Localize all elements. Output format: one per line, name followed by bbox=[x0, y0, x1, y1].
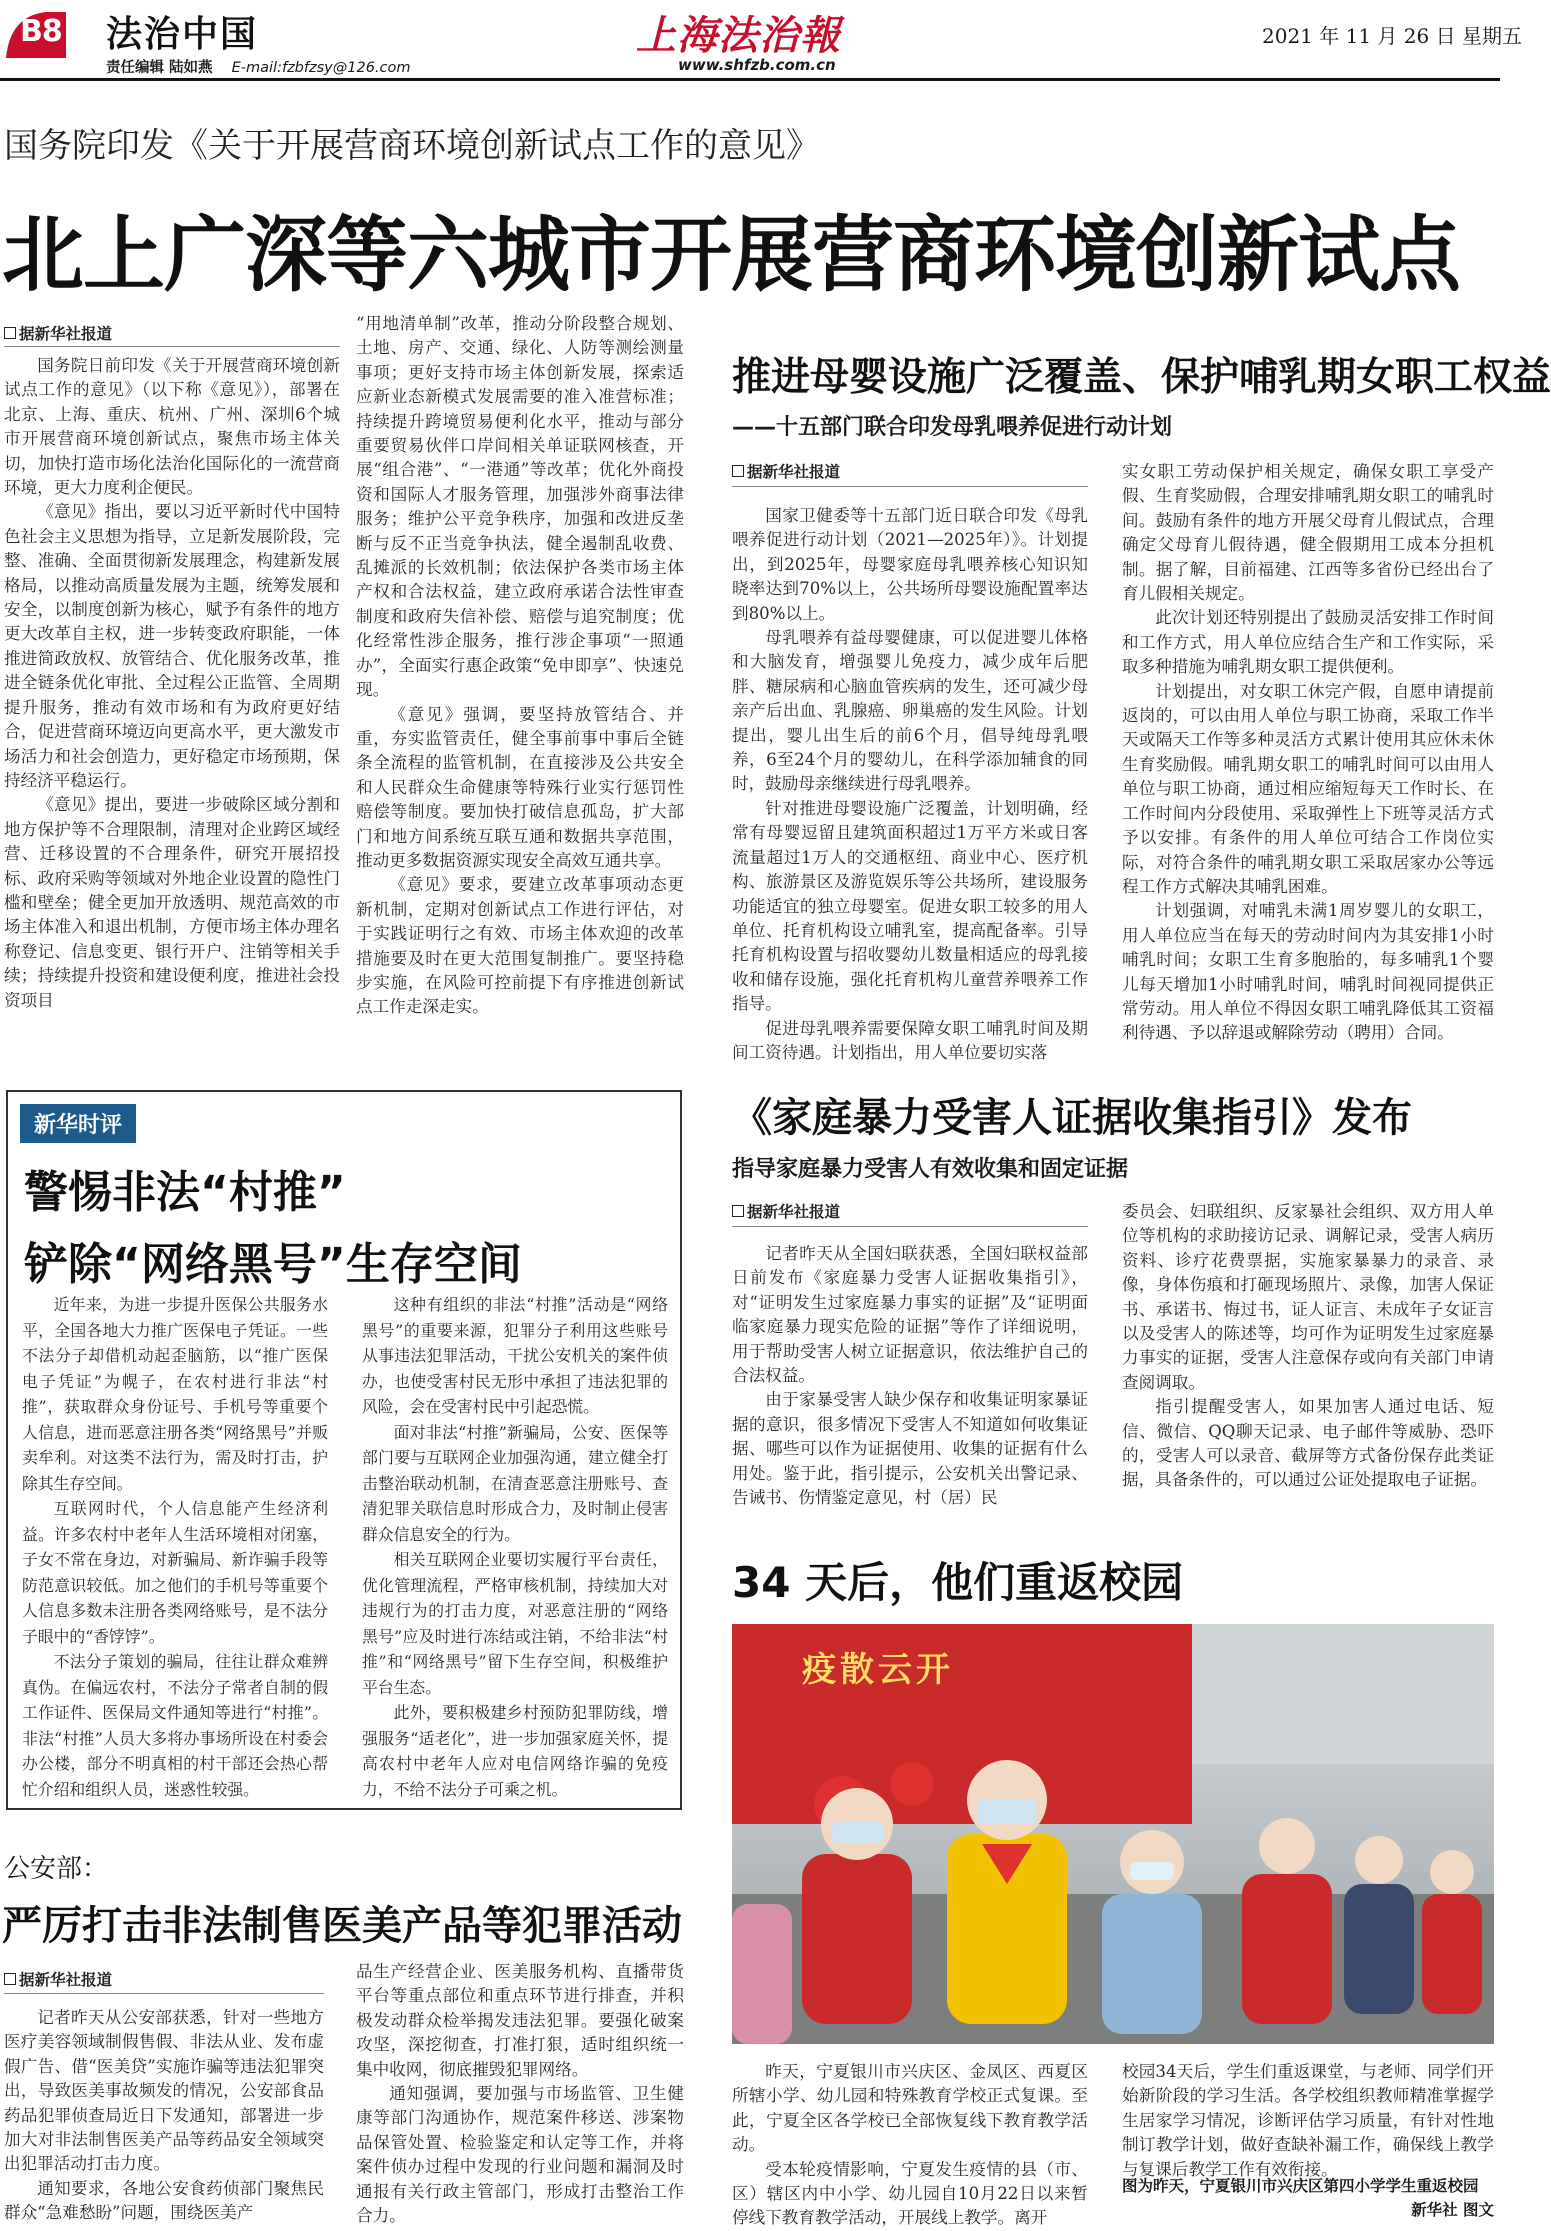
police-col2 bbox=[356, 1960, 684, 2226]
commentary-headline1: 警惕非法“村推” bbox=[24, 1167, 346, 1218]
paragraph: 不法分子策划的骗局，往往让群众难辨真伪。在偏远农村，不法分子常者自制的假工作证件、医保局文件通知等进行“村推”。非法“村推”人员大多将办事场所设在村委会办公楼，部分不明真相的村干部还会热心帮忙介绍和组织人员，迷惑性较强。 bbox=[22, 1652, 328, 1799]
school-headline: 34 天后，他们重返校园 bbox=[732, 1558, 1184, 1607]
photo-credit: 新华社 图文 bbox=[1411, 2201, 1494, 2219]
police-reporter bbox=[4, 1968, 112, 1990]
school-col1 bbox=[732, 2060, 1088, 2226]
reporter-box-icon bbox=[4, 327, 16, 339]
issue-date: 2021 年 11 月 26 日 星期五 bbox=[1262, 24, 1522, 48]
breast-reporter bbox=[732, 460, 840, 482]
paragraph: 《意见》要求，要建立改革事项动态更新机制，定期对创新试点工作进行评估，对于实践证明行之有效、市场主体欢迎的改革措施要及时在更大范围复制推广。要坚持稳步实施，在风险可控前提下有序推进创新试点工作走深走实。 bbox=[356, 875, 684, 1017]
breast-reporter-text: 据新华社报道 bbox=[747, 463, 841, 481]
domestic-reporter-rule bbox=[732, 1226, 1088, 1227]
breast-subhead: ——十五部门联合印发母乳喂养促进行动计划 bbox=[732, 415, 1173, 440]
police-kicker: 公安部： bbox=[4, 1854, 109, 1884]
paragraph: 指引提醒受害人，如果加害人通过电话、短信、微信、QQ聊天记录、电子邮件等威胁、恐吓的，受害人可以录音、截屏等方式备份保存此类证据，具备条件的，可以通过公证处提取电子证据。 bbox=[1122, 1397, 1494, 1490]
lead-headline: 北上广深等六城市开展营商环境创新试点 bbox=[2, 208, 1461, 303]
lead-reporter bbox=[4, 322, 112, 344]
breast-col1 bbox=[732, 504, 1088, 1062]
breast-col2 bbox=[1122, 460, 1494, 1048]
section-title: 法治中国 bbox=[106, 14, 259, 55]
commentary-headline2: 铲除“网络黑号”生存空间 bbox=[24, 1239, 522, 1290]
paragraph: 相关互联网企业要切实履行平台责任，优化管理流程，严格审核机制，持续加大对违规行为的打击力度，对恶意注册的“网络黑号”应及时进行冻结或注销，不给非法“村推”和“网络黑号”留下生存空间，积极维护平台生态。 bbox=[362, 1550, 668, 1697]
domestic-headline: 《家庭暴力受害人证据收集指引》发布 bbox=[732, 1095, 1412, 1141]
paragraph: 国务院日前印发《关于开展营商环境创新试点工作的意见》（以下称《意见》），部署在北京、上海、重庆、杭州、广州、深圳6个城市开展营商环境创新试点，聚焦市场主体关切，加快打造市场化法治化国际化的一流营商环境，更大力度利企便民。 bbox=[4, 356, 340, 498]
paragraph: 记者昨天从公安部获悉，针对一些地方医疗美容领域制假售假、非法从业、发布虚假广告、借“医美贷”实施诈骗等违法犯罪突出，导致医美事故频发的情况，公安部食品药品犯罪侦查局近日下发通知，部署进一步加大对非法制售医美产品等药品安全领域突出犯罪活动打击力度。 bbox=[4, 2008, 324, 2174]
paragraph: 计划强调，对哺乳未满1周岁婴儿的女职工，用人单位应当在每天的劳动时间内为其安排1小时哺乳时间；女职工生育多胞胎的，每多哺乳1个婴儿每天增加1小时哺乳时间，哺乳时间视同提供正常劳动。用人单位不得因女职工哺乳降低其工资福利待遇、予以辞退或解除劳动（聘用）合同。 bbox=[1122, 901, 1494, 1043]
paragraph: 受本轮疫情影响，宁夏发生疫情的县（市、区）辖区内中小学、幼儿园自10月22日以来暂停线下教育教学活动，开展线上教学。离开 bbox=[732, 2159, 1088, 2228]
paragraph: 记者昨天从全国妇联获悉，全国妇联权益部日前发布《家庭暴力受害人证据收集指引》，对“证明发生过家庭暴力事实的证据”及“证明面临家庭暴力现实危险的证据”等作了详细说明，用于帮助受害人树立证据意识，依法维护自己的合法权益。 bbox=[732, 1244, 1088, 1386]
red-banner bbox=[732, 1624, 1192, 1824]
lead-reporter-text: 据新华社报道 bbox=[19, 325, 113, 343]
domestic-reporter-text: 据新华社报道 bbox=[747, 1203, 841, 1221]
paragraph: 校园34天后，学生们重返课堂，与老师、同学们开始新阶段的学习生活。各学校组织教师精准掌握学生居家学习情况，诊断评估学习质量，有针对性地制订教学计划，做好查缺补漏工作，确保线上教学与复课后教学工作有效衔接。 bbox=[1122, 2062, 1494, 2179]
commentary-col2 bbox=[362, 1292, 668, 1799]
paragraph: 实女职工劳动保护相关规定，确保女职工享受产假、生育奖励假，合理安排哺乳期女职工的哺乳时间。鼓励有条件的地方开展父母育儿假试点，合理确定父母育儿假待遇，健全假期用工成本分担机制。据了解，目前福建、江西等多省份已经出台了育儿假相关规定。 bbox=[1122, 462, 1494, 604]
domestic-col1 bbox=[732, 1242, 1088, 1527]
commentary-col1 bbox=[22, 1292, 328, 1799]
paragraph: 委员会、妇联组织、反家暴社会组织、双方用人单位等机构的求助接访记录、调解记录，受害人病历资料、诊疗花费票据，实施家暴暴力的录音、录像，身体伤痕和打砸现场照片、录像，加害人保证书、承诺书、悔过书，证人证言、未成年子女证言以及受害人的陈述等，均可作为证明发生过家庭暴力事实的证据，受害人注意保存或向有关部门申请查阅调取。 bbox=[1122, 1202, 1494, 1392]
photo-caption bbox=[1122, 2174, 1494, 2222]
page-header bbox=[0, 0, 1522, 80]
paragraph: 通知强调，要加强与市场监管、卫生健康等部门沟通协作，规范案件移送、涉案物品保管处置、检验鉴定和认定等工作，并将案件侦办过程中发现的行业问题和漏洞及时通报有关行政主管部门，形成打击整治工作合力。 bbox=[356, 2084, 684, 2226]
lead-kicker: 国务院印发《关于开展营商环境创新试点工作的意见》 bbox=[4, 126, 820, 166]
reporter-box-icon bbox=[732, 1205, 744, 1217]
breast-headline: 推进母婴设施广泛覆盖、保护哺乳期女职工权益 bbox=[732, 355, 1551, 400]
domestic-reporter bbox=[732, 1200, 840, 1222]
lead-reporter-rule bbox=[4, 346, 340, 347]
paragraph: 《意见》指出，要以习近平新时代中国特色社会主义思想为指导，立足新发展阶段，完整、准确、全面贯彻新发展理念，构建新发展格局，以推动高质量发展为主题，统筹发展和安全，以制度创新为核心，赋予有条件的地方更大改革自主权，进一步转变政府职能，一体推进简政放权、放管结合、优化服务改革，推进全链条优化审批、全过程公正监管、全周期提升服务，推动有效市场和有为政府更好结合，促进营商环境迈向更高水平，更大激发市场活力和社会创造力，更好稳定市场预期，保持经济平稳运行。 bbox=[4, 502, 340, 790]
caption-text: 图为昨天，宁夏银川市兴庆区第四小学学生重返校园 bbox=[1122, 2177, 1479, 2195]
police-col1 bbox=[4, 2006, 324, 2226]
paragraph: 昨天，宁夏银川市兴庆区、金凤区、西夏区所辖小学、幼儿园和特殊教育学校正式复课。至此，宁夏全区各学校已全部恢复线下教育教学活动。 bbox=[732, 2062, 1088, 2155]
paragraph: 此次计划还特别提出了鼓励灵活安排工作时间和工作方式，用人单位应结合生产和工作实际，采取多种措施为哺乳期女职工提供便利。 bbox=[1122, 608, 1494, 677]
paragraph: 品生产经营企业、医美服务机构、直播带货平台等重点部位和重点环节进行排查，并积极发动群众检举揭发违法犯罪。要强化破案攻坚，深挖彻查，打准打狠，适时组织统一集中收网，彻底摧毁犯罪网络。 bbox=[356, 1962, 684, 2079]
paragraph: 国家卫健委等十五部门近日联合印发《母乳喂养促进行动计划（2021—2025年）》。计划提出，到2025年，母婴家庭母乳喂养核心知识知晓率达到70%以上，公共场所母婴设施配置率达到80%以上。 bbox=[732, 506, 1088, 623]
commentary-box bbox=[6, 1090, 682, 1810]
website: www.shfzb.com.cn bbox=[678, 56, 836, 74]
domestic-subhead: 指导家庭暴力受害人有效收集和固定证据 bbox=[732, 1157, 1129, 1182]
police-reporter-text: 据新华社报道 bbox=[19, 1971, 113, 1989]
domestic-col2 bbox=[1122, 1200, 1494, 1527]
photo-banner-text: 疫散云开 bbox=[802, 1650, 954, 1690]
paragraph: 近年来，为进一步提升医保公共服务水平，全国各地大力推广医保电子凭证。一些不法分子却借机动起歪脑筋，以“推广医保电子凭证”为幌子，在农村进行非法“村推”，获取群众身份证号、手机号等重要个人信息，进而恶意注册各类“网络黑号”并贩卖牟利。对这类不法行为，需及时打击，护除其生存空间。 bbox=[22, 1295, 328, 1493]
paragraph: 《意见》提出，要进一步破除区域分割和地方保护等不合理限制，清理对企业跨区域经营、迁移设置的不合理条件，研究开展招投标、政府采购等领域对外地企业设置的隐性门槛和壁垒；健全更加开放透明、规范高效的市场主体准入和退出机制，方便市场主体办理名称登记、信息变更、银行开户、注销等相关手续；持续提升投资和建设便利度，推进社会投资项目 bbox=[4, 795, 340, 1010]
police-reporter-rule bbox=[4, 1993, 324, 1994]
paragraph: 母乳喂养有益母婴健康，可以促进婴儿体格和大脑发育，增强婴儿免疫力，减少成年后肥胖、糖尿病和心脑血管疾病的发生，还可减少母亲产后出血、乳腺癌、卵巢癌的发生风险。计划提出，婴儿出生后的前6个月，倡导纯母乳喂养，6至24个月的婴幼儿，在科学添加辅食的同时，鼓励母亲继续进行母乳喂养。 bbox=[732, 628, 1088, 794]
header-rule bbox=[0, 78, 1500, 81]
lead-col1 bbox=[4, 354, 340, 1079]
breast-reporter-rule bbox=[732, 486, 1088, 487]
paragraph: “用地清单制”改革，推动分阶段整合规划、土地、房产、交通、绿化、人防等测绘测量事项；更好支持市场主体创新发展，探索适应新业态新模式发展需要的准入准营标准；持续提升跨境贸易便利化水平，推动与部分重要贸易伙伴口岸间相关单证联网核查，开展“组合港”、“一港通”等改革；优化外商投资和国际人才服务管理，加强涉外商事法律服务；维护公平竞争秩序，加强和改进反垄断与反不正当竞争执法，健全遏制乱收费、乱摊派的长效机制；依法保护各类市场主体产权和合法权益，建立政府承诺合法性审查制度和政府失信补偿、赔偿与追究制度；优化经常性涉企服务，推行涉企事项“一照通办”，全面实行惠企政策“免申即享”、快速兑现。 bbox=[356, 314, 684, 700]
paragraph: 通知要求，各地公安食药侦部门聚焦民群众“急难愁盼”问题，围绕医美产 bbox=[4, 2178, 324, 2223]
paragraph: 互联网时代，个人信息能产生经济利益。许多农村中老年人生活环境相对闭塞，子女不常在身边，对新骗局、新诈骗手段等防范意识较低。加之他们的手机号等重要个人信息多数未注册各类网络账号，是不法分子眼中的“香饽饽”。 bbox=[22, 1499, 328, 1646]
editor-name: 责任编辑 陆如燕 bbox=[106, 60, 213, 76]
school-photo bbox=[732, 1624, 1494, 2044]
paragraph: 此外，要积极建乡村预防犯罪防线，增强服务“适老化”，进一步加强家庭关怀，提高农村中老年人应对电信网络诈骗的免疫力，不给不法分子可乘之机。 bbox=[362, 1703, 668, 1799]
masthead: 上海法治報 bbox=[636, 12, 841, 59]
editor-line bbox=[106, 56, 411, 77]
paragraph: 《意见》强调，要坚持放管结合、并重，夯实监管责任，健全事前事中事后全链条全流程的监管机制，在直接涉及公共安全和人民群众生命健康等特殊行业实行惩罚性赔偿等制度。要加快打破信息孤岛，扩大部门和地方间系统互联互通和数据共享范围，推动更多数据资源实现安全高效互通共享。 bbox=[356, 704, 684, 870]
reporter-box-icon bbox=[732, 465, 744, 477]
page-number: B8 bbox=[20, 14, 62, 49]
lead-col2 bbox=[356, 312, 684, 1079]
commentary-tag: 新华时评 bbox=[20, 1104, 136, 1143]
paragraph: 促进母乳喂养需要保障女职工哺乳时间及期间工资待遇。计划指出，用人单位要切实落 bbox=[732, 1018, 1088, 1062]
police-headline: 严厉打击非法制售医美产品等犯罪活动 bbox=[2, 1903, 682, 1949]
paragraph: 面对非法“村推”新骗局，公安、医保等部门要与互联网企业加强沟通，建立健全打击整治联动机制，在清查恶意注册账号、查清犯罪关联信息时形成合力，及时制止侵害群众信息安全的行为。 bbox=[362, 1422, 668, 1544]
paragraph: 由于家暴受害人缺少保存和收集证明家暴证据的意识，很多情况下受害人不知道如何收集证据、哪些可以作为证据使用、收集的证据有什么用处。鉴于此，指引提示，公安机关出警记录、告诫书、伤情鉴定意见，村（居）民 bbox=[732, 1390, 1088, 1508]
paragraph: 计划提出，对女职工休完产假，自愿申请提前返岗的，可以由用人单位与职工协商，采取工作半天或隔天工作等多种灵活方式累计使用其应休未休生育奖励假。哺乳期女职工的哺乳时间可以由用人单位与职工协商，通过相应缩短每天工作时长、在工作时间内分段使用、采取弹性上下班等灵活方式予以安排。有条件的用人单位可结合工作岗位实际，对符合条件的哺乳期女职工采取居家办公等远程工作方式解决其哺乳困难。 bbox=[1122, 681, 1494, 896]
reporter-box-icon bbox=[4, 1973, 16, 1985]
school-col2 bbox=[1122, 2060, 1494, 2179]
editor-email: E-mail:fzbfzsy@126.com bbox=[231, 60, 411, 76]
page-number-badge bbox=[6, 6, 66, 60]
paragraph: 针对推进母婴设施广泛覆盖，计划明确，经常有母婴逗留且建筑面积超过1万平方米或日客流量超过1万人的交通枢纽、商业中心、医疗机构、旅游景区及游览娱乐等公共场所，建设服务功能适宜的独立母婴室。促进女职工较多的用人单位、托育机构设立哺乳室，提高配备率。引导托育机构设置与招收婴幼儿数量相适应的母乳接收和储存设施，强化托育机构儿童营养喂养工作指导。 bbox=[732, 798, 1088, 1014]
paragraph: 这种有组织的非法“村推”活动是“网络黑号”的重要来源，犯罪分子利用这些账号从事违法犯罪活动，干扰公安机关的案件侦办，也使受害村民无形中承担了违法犯罪的风险，会在受害村民中引起恐慌。 bbox=[362, 1295, 668, 1416]
